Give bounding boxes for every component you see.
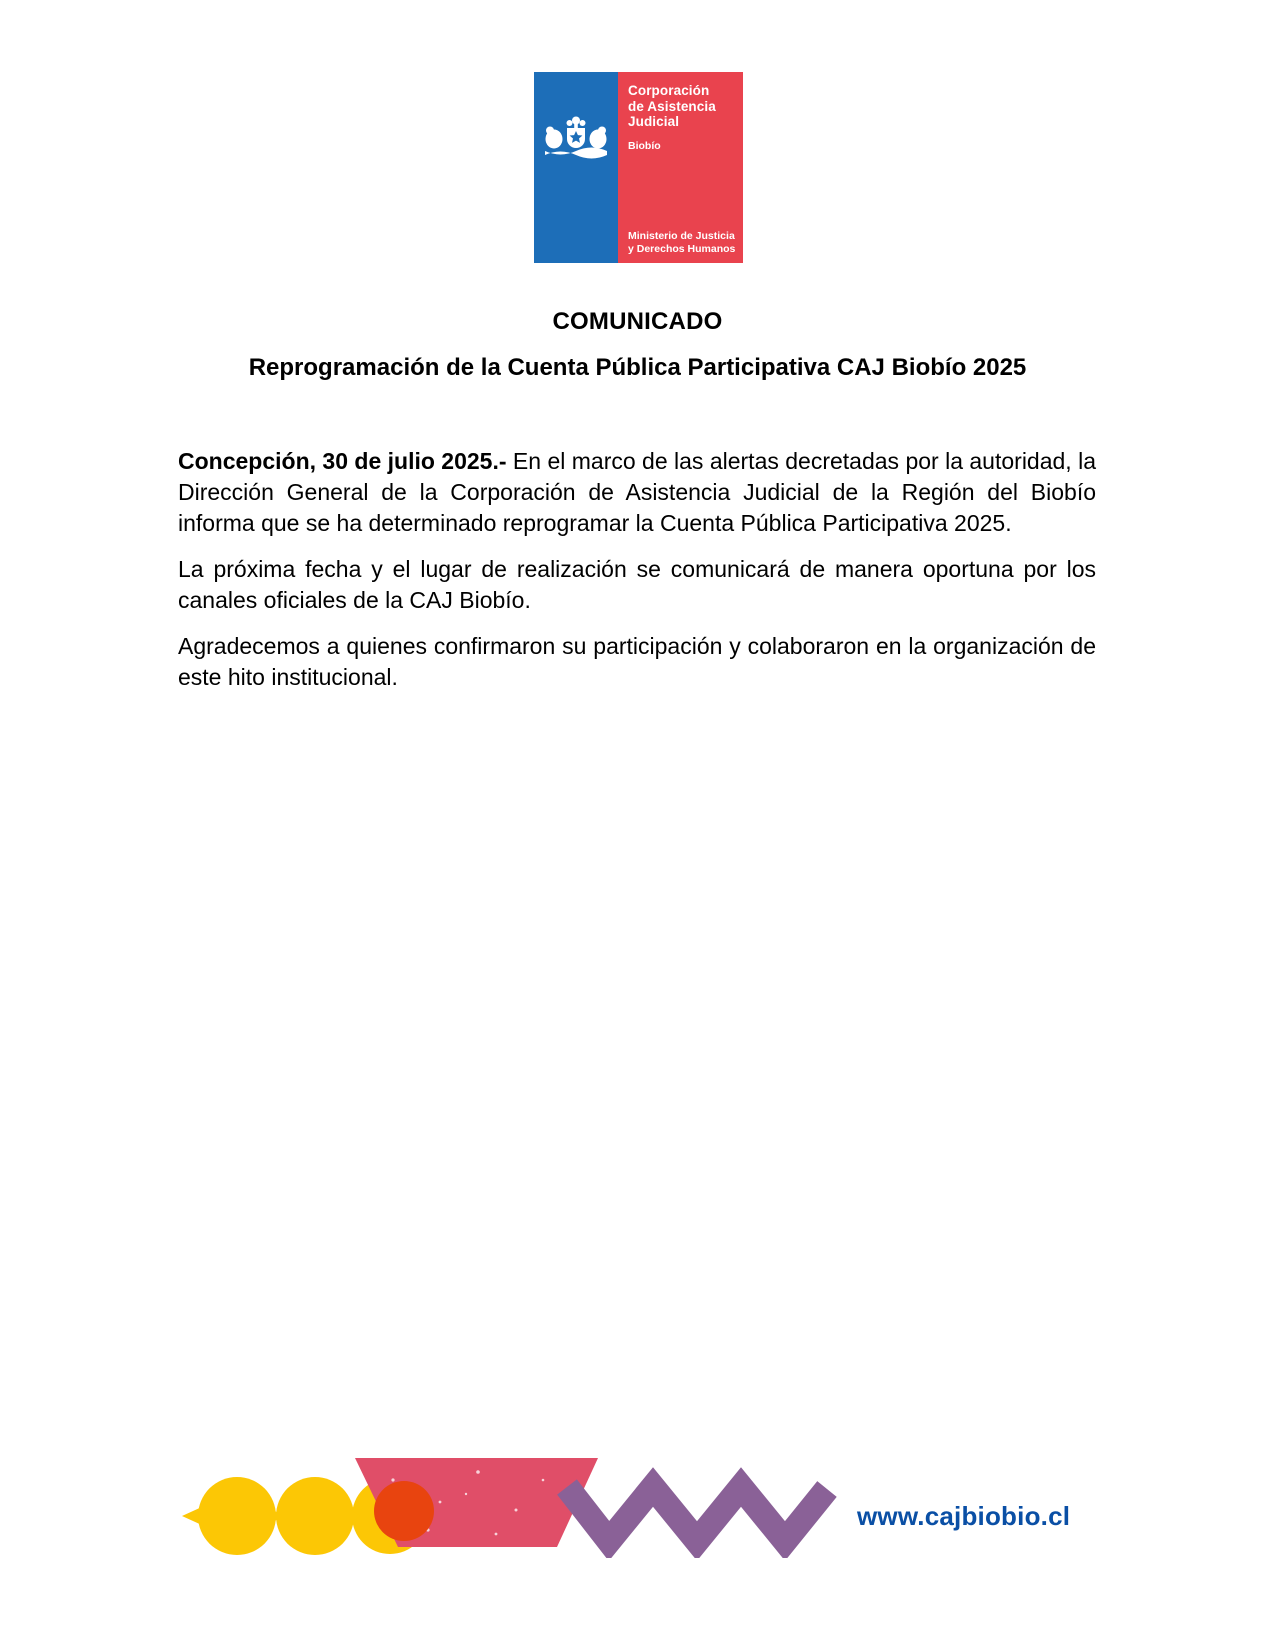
logo-ministry-line: y Derechos Humanos bbox=[628, 243, 736, 255]
logo-region-label: Biobío bbox=[628, 139, 661, 152]
document-subtitle: Reprogramación de la Cuenta Pública Participativa CAJ Biobío 2025 bbox=[248, 354, 1027, 381]
chile-coat-of-arms-icon bbox=[541, 85, 611, 205]
logo-red-panel bbox=[618, 72, 743, 263]
logo-org-line: Judicial bbox=[628, 114, 680, 129]
paragraph-text: Agradecemos a quienes confirmaron su participación y colaboraron en la organización de este hito institucional. bbox=[178, 633, 1096, 690]
logo-blue-panel bbox=[534, 72, 618, 263]
logo-ministry-line: Ministerio de Justicia bbox=[628, 230, 735, 242]
paragraph-dateline-lead: Concepción, 30 de julio 2025.- bbox=[178, 448, 507, 474]
orange-ellipse-shape bbox=[374, 1481, 434, 1541]
paragraph-text: La próxima fecha y el lugar de realización se comunicará de manera oportuna por los canales oficiales de la CAJ Biobío. bbox=[178, 556, 1096, 613]
website-link[interactable]: www.cajbiobio.cl bbox=[857, 1501, 1071, 1531]
document-body bbox=[178, 446, 1096, 708]
paragraph bbox=[178, 554, 1096, 616]
logo-ministry-label bbox=[628, 230, 735, 256]
logo-org-line: Corporación bbox=[628, 83, 710, 98]
paragraph bbox=[178, 631, 1096, 693]
caj-biobio-logo bbox=[534, 72, 743, 263]
paragraph-dateline-text: En el marco de las alertas decretadas por la autoridad, la Dirección General de la Corporación de Asistencia Judicial de la Región del Biobío informa que se ha determinado reprogramar la Cuenta Pública Participativa 2025. bbox=[178, 448, 1096, 536]
footer-brand-artwork bbox=[178, 1450, 838, 1558]
purple-zigzag-shape bbox=[567, 1487, 827, 1541]
logo-org-line: de Asistencia bbox=[628, 98, 716, 114]
document-title: COMUNICADO bbox=[552, 308, 723, 335]
paragraph-dateline bbox=[178, 446, 1096, 539]
logo-org-name bbox=[628, 83, 735, 130]
